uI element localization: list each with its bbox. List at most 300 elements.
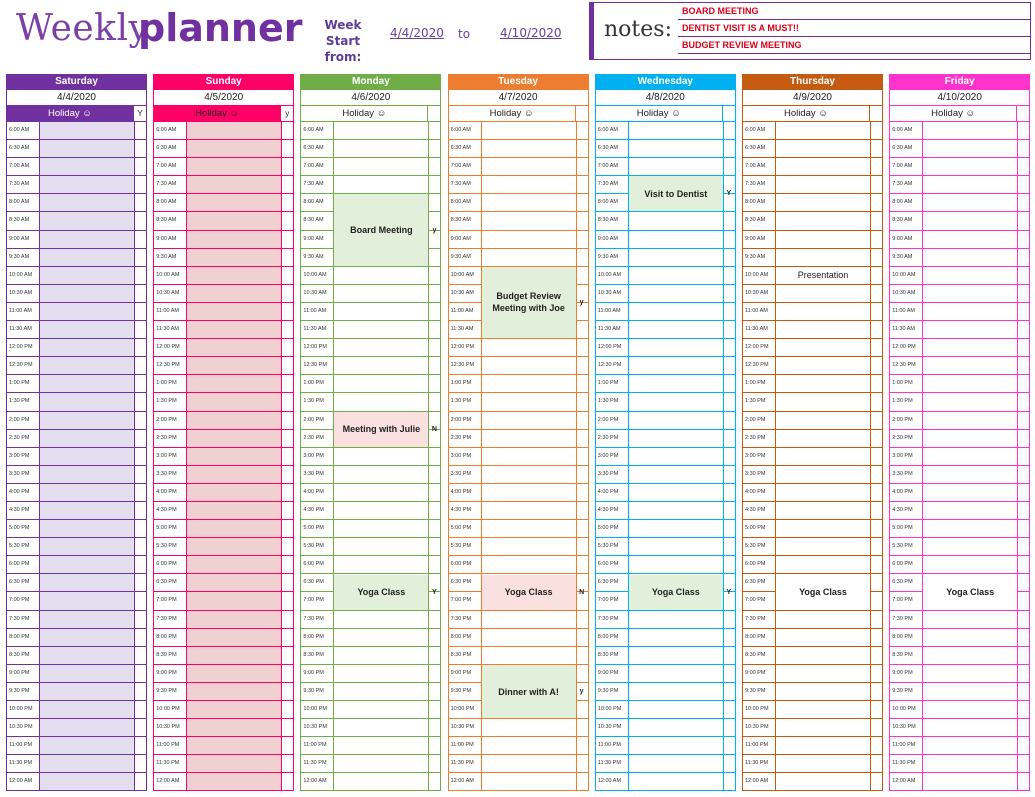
slot-entry[interactable] bbox=[776, 430, 870, 447]
slot-entry[interactable] bbox=[334, 556, 428, 573]
slot-flag[interactable] bbox=[870, 647, 882, 664]
slot-flag[interactable] bbox=[281, 357, 293, 374]
slot-entry[interactable] bbox=[776, 194, 870, 211]
slot-flag[interactable] bbox=[1017, 412, 1029, 429]
slot-entry[interactable] bbox=[629, 393, 723, 410]
time-slot[interactable] bbox=[154, 357, 293, 375]
slot-flag[interactable] bbox=[134, 611, 146, 628]
slot-entry[interactable] bbox=[40, 683, 134, 700]
time-slot[interactable] bbox=[743, 194, 882, 212]
time-slot[interactable] bbox=[890, 773, 1029, 791]
slot-flag[interactable] bbox=[870, 267, 882, 284]
slot-entry[interactable] bbox=[776, 701, 870, 718]
slot-entry[interactable] bbox=[776, 755, 870, 772]
time-slot[interactable] bbox=[890, 538, 1029, 556]
time-slot[interactable] bbox=[449, 412, 588, 430]
holiday-flag[interactable]: Y bbox=[133, 106, 146, 121]
slot-flag[interactable] bbox=[1017, 448, 1029, 465]
time-slot[interactable] bbox=[154, 249, 293, 267]
time-slot[interactable] bbox=[890, 285, 1029, 303]
slot-entry[interactable] bbox=[923, 755, 1017, 772]
time-slot[interactable] bbox=[301, 393, 440, 411]
slot-entry[interactable] bbox=[334, 611, 428, 628]
time-slot[interactable] bbox=[154, 502, 293, 520]
slot-entry[interactable] bbox=[187, 611, 281, 628]
time-slot[interactable] bbox=[743, 719, 882, 737]
slot-entry[interactable] bbox=[629, 773, 723, 790]
slot-flag[interactable] bbox=[1017, 773, 1029, 790]
slot-entry[interactable] bbox=[776, 393, 870, 410]
time-slot[interactable] bbox=[154, 231, 293, 249]
event-block[interactable]: Yoga Class bbox=[334, 575, 428, 610]
slot-entry[interactable] bbox=[40, 484, 134, 501]
time-slot[interactable] bbox=[449, 520, 588, 538]
slot-entry[interactable] bbox=[334, 484, 428, 501]
slot-entry[interactable] bbox=[187, 647, 281, 664]
slot-entry[interactable] bbox=[629, 448, 723, 465]
start-date-field[interactable]: 4/4/2020 bbox=[390, 26, 444, 40]
time-slot[interactable] bbox=[596, 629, 735, 647]
time-slot[interactable] bbox=[7, 430, 146, 448]
slot-entry[interactable] bbox=[187, 267, 281, 284]
slot-entry[interactable] bbox=[923, 303, 1017, 320]
event-flag[interactable]: y bbox=[579, 688, 584, 696]
slot-entry[interactable] bbox=[40, 574, 134, 591]
holiday-row[interactable] bbox=[889, 106, 1030, 122]
event-block[interactable]: Meeting with Julie bbox=[334, 412, 428, 447]
slot-flag[interactable] bbox=[1017, 194, 1029, 211]
time-slot[interactable] bbox=[154, 194, 293, 212]
slot-entry[interactable] bbox=[40, 665, 134, 682]
slot-entry[interactable] bbox=[923, 466, 1017, 483]
time-slot[interactable] bbox=[890, 375, 1029, 393]
event-block[interactable]: Yoga Class bbox=[776, 575, 870, 610]
slot-flag[interactable] bbox=[428, 755, 440, 772]
time-slot[interactable] bbox=[7, 611, 146, 629]
slot-flag[interactable] bbox=[1017, 339, 1029, 356]
slot-entry[interactable] bbox=[334, 267, 428, 284]
slot-flag[interactable] bbox=[870, 773, 882, 790]
time-slot[interactable] bbox=[301, 375, 440, 393]
time-slot[interactable] bbox=[154, 285, 293, 303]
slot-entry[interactable] bbox=[923, 556, 1017, 573]
slot-entry[interactable] bbox=[776, 611, 870, 628]
time-slot[interactable] bbox=[890, 249, 1029, 267]
slot-flag[interactable] bbox=[1017, 122, 1029, 139]
slot-entry[interactable] bbox=[629, 321, 723, 338]
slot-flag[interactable] bbox=[281, 339, 293, 356]
slot-entry[interactable] bbox=[40, 375, 134, 392]
slot-flag[interactable] bbox=[281, 701, 293, 718]
time-slot[interactable] bbox=[7, 556, 146, 574]
time-slot[interactable] bbox=[154, 430, 293, 448]
time-slot[interactable] bbox=[154, 629, 293, 647]
slot-flag[interactable] bbox=[134, 665, 146, 682]
slot-entry[interactable] bbox=[776, 538, 870, 555]
slot-flag[interactable] bbox=[576, 122, 588, 139]
time-slot[interactable] bbox=[596, 520, 735, 538]
slot-flag[interactable] bbox=[428, 556, 440, 573]
slot-flag[interactable] bbox=[428, 393, 440, 410]
time-slot[interactable] bbox=[743, 412, 882, 430]
slot-entry[interactable] bbox=[776, 249, 870, 266]
slot-flag[interactable] bbox=[134, 520, 146, 537]
slot-flag[interactable] bbox=[723, 430, 735, 447]
slot-flag[interactable] bbox=[723, 339, 735, 356]
slot-entry[interactable] bbox=[776, 520, 870, 537]
slot-flag[interactable] bbox=[576, 158, 588, 175]
time-slot[interactable] bbox=[596, 502, 735, 520]
time-slot[interactable] bbox=[449, 249, 588, 267]
slot-flag[interactable] bbox=[576, 466, 588, 483]
event-flag[interactable]: y bbox=[432, 226, 437, 234]
time-slot[interactable] bbox=[890, 701, 1029, 719]
slot-entry[interactable] bbox=[482, 647, 576, 664]
slot-flag[interactable] bbox=[1017, 212, 1029, 229]
time-slot[interactable] bbox=[743, 520, 882, 538]
slot-flag[interactable] bbox=[1017, 267, 1029, 284]
day-date[interactable]: 4/9/2020 bbox=[742, 90, 883, 106]
slot-flag[interactable] bbox=[723, 538, 735, 555]
slot-entry[interactable] bbox=[40, 357, 134, 374]
time-slot[interactable] bbox=[7, 122, 146, 140]
slot-entry[interactable] bbox=[776, 647, 870, 664]
slot-entry[interactable] bbox=[923, 122, 1017, 139]
slot-flag[interactable] bbox=[1017, 502, 1029, 519]
slot-flag[interactable] bbox=[281, 719, 293, 736]
time-slot[interactable] bbox=[7, 737, 146, 755]
slot-flag[interactable] bbox=[723, 502, 735, 519]
time-slot[interactable] bbox=[301, 303, 440, 321]
time-slot[interactable] bbox=[596, 466, 735, 484]
time-slot[interactable] bbox=[301, 719, 440, 737]
time-slot[interactable] bbox=[890, 158, 1029, 176]
time-slot[interactable] bbox=[596, 122, 735, 140]
slot-entry[interactable] bbox=[482, 466, 576, 483]
time-slot[interactable] bbox=[301, 158, 440, 176]
time-slot[interactable] bbox=[596, 212, 735, 230]
slot-entry[interactable] bbox=[40, 321, 134, 338]
slot-flag[interactable] bbox=[576, 140, 588, 157]
slot-entry[interactable] bbox=[187, 719, 281, 736]
time-slot[interactable] bbox=[449, 773, 588, 791]
slot-entry[interactable] bbox=[334, 176, 428, 193]
slot-flag[interactable] bbox=[1017, 701, 1029, 718]
time-slot[interactable] bbox=[7, 719, 146, 737]
slot-entry[interactable] bbox=[776, 556, 870, 573]
slot-flag[interactable] bbox=[870, 375, 882, 392]
time-slot[interactable] bbox=[449, 339, 588, 357]
event-block[interactable]: Yoga Class bbox=[629, 575, 723, 610]
slot-entry[interactable] bbox=[923, 158, 1017, 175]
time-slot[interactable] bbox=[596, 393, 735, 411]
time-slot[interactable] bbox=[301, 611, 440, 629]
slot-entry[interactable] bbox=[629, 484, 723, 501]
slot-entry[interactable] bbox=[334, 683, 428, 700]
slot-entry[interactable] bbox=[187, 231, 281, 248]
slot-flag[interactable] bbox=[723, 556, 735, 573]
slot-flag[interactable] bbox=[723, 466, 735, 483]
slot-flag[interactable] bbox=[723, 285, 735, 302]
slot-flag[interactable] bbox=[281, 629, 293, 646]
time-slot[interactable] bbox=[301, 321, 440, 339]
time-slot[interactable] bbox=[7, 231, 146, 249]
slot-entry[interactable] bbox=[334, 285, 428, 302]
slot-flag[interactable] bbox=[134, 122, 146, 139]
slot-entry[interactable] bbox=[629, 140, 723, 157]
slot-flag[interactable] bbox=[723, 140, 735, 157]
slot-flag[interactable] bbox=[1017, 357, 1029, 374]
slot-flag[interactable] bbox=[870, 158, 882, 175]
slot-flag[interactable] bbox=[134, 574, 146, 591]
time-slot[interactable] bbox=[743, 683, 882, 701]
slot-flag[interactable] bbox=[870, 629, 882, 646]
time-slot[interactable] bbox=[596, 484, 735, 502]
event-flag[interactable]: N bbox=[431, 425, 437, 433]
slot-entry[interactable] bbox=[40, 629, 134, 646]
slot-entry[interactable] bbox=[776, 122, 870, 139]
slot-flag[interactable] bbox=[1017, 484, 1029, 501]
slot-flag[interactable] bbox=[134, 158, 146, 175]
slot-flag[interactable] bbox=[281, 665, 293, 682]
slot-flag[interactable] bbox=[134, 249, 146, 266]
time-slot[interactable] bbox=[743, 158, 882, 176]
slot-flag[interactable] bbox=[723, 683, 735, 700]
slot-flag[interactable] bbox=[870, 466, 882, 483]
slot-flag[interactable] bbox=[723, 755, 735, 772]
time-slot[interactable] bbox=[7, 375, 146, 393]
time-slot[interactable] bbox=[449, 737, 588, 755]
time-slot[interactable] bbox=[743, 502, 882, 520]
event-flag[interactable]: Y bbox=[726, 190, 732, 198]
slot-flag[interactable] bbox=[723, 321, 735, 338]
time-slot[interactable] bbox=[449, 430, 588, 448]
slot-entry[interactable] bbox=[923, 140, 1017, 157]
slot-entry[interactable] bbox=[776, 683, 870, 700]
slot-flag[interactable] bbox=[428, 140, 440, 157]
slot-flag[interactable] bbox=[428, 611, 440, 628]
slot-entry[interactable] bbox=[482, 719, 576, 736]
slot-entry[interactable] bbox=[923, 520, 1017, 537]
slot-flag[interactable] bbox=[428, 321, 440, 338]
slot-flag[interactable] bbox=[1017, 629, 1029, 646]
slot-flag[interactable] bbox=[281, 538, 293, 555]
slot-entry[interactable] bbox=[776, 375, 870, 392]
time-slot[interactable] bbox=[7, 158, 146, 176]
slot-flag[interactable] bbox=[723, 158, 735, 175]
time-slot[interactable] bbox=[154, 647, 293, 665]
slot-flag[interactable] bbox=[870, 574, 882, 591]
time-slot[interactable] bbox=[7, 629, 146, 647]
slot-flag[interactable] bbox=[870, 520, 882, 537]
slot-flag[interactable] bbox=[576, 231, 588, 248]
slot-flag[interactable] bbox=[428, 502, 440, 519]
slot-entry[interactable] bbox=[187, 375, 281, 392]
slot-flag[interactable] bbox=[428, 303, 440, 320]
time-slot[interactable] bbox=[890, 194, 1029, 212]
slot-entry[interactable] bbox=[629, 556, 723, 573]
slot-entry[interactable] bbox=[482, 755, 576, 772]
time-slot[interactable] bbox=[890, 683, 1029, 701]
time-slot[interactable] bbox=[449, 719, 588, 737]
event-block[interactable]: Yoga Class bbox=[482, 575, 576, 610]
slot-entry[interactable] bbox=[187, 466, 281, 483]
time-slot[interactable] bbox=[890, 176, 1029, 194]
slot-flag[interactable] bbox=[281, 773, 293, 790]
time-slot[interactable] bbox=[890, 647, 1029, 665]
time-slot[interactable] bbox=[301, 556, 440, 574]
time-slot[interactable] bbox=[743, 430, 882, 448]
slot-flag[interactable] bbox=[428, 176, 440, 193]
time-slot[interactable] bbox=[596, 321, 735, 339]
time-slot[interactable] bbox=[301, 647, 440, 665]
slot-entry[interactable] bbox=[40, 520, 134, 537]
slot-entry[interactable] bbox=[334, 140, 428, 157]
slot-flag[interactable] bbox=[576, 393, 588, 410]
slot-entry[interactable] bbox=[923, 538, 1017, 555]
slot-flag[interactable] bbox=[1017, 231, 1029, 248]
slot-entry[interactable] bbox=[187, 412, 281, 429]
slot-flag[interactable] bbox=[576, 629, 588, 646]
day-date[interactable]: 4/8/2020 bbox=[595, 90, 736, 106]
time-slot[interactable] bbox=[890, 212, 1029, 230]
slot-flag[interactable] bbox=[1017, 647, 1029, 664]
slot-flag[interactable] bbox=[1017, 574, 1029, 591]
slot-entry[interactable] bbox=[187, 212, 281, 229]
slot-entry[interactable] bbox=[923, 375, 1017, 392]
time-slot[interactable] bbox=[596, 773, 735, 791]
time-slot[interactable] bbox=[7, 249, 146, 267]
slot-entry[interactable] bbox=[40, 448, 134, 465]
slot-entry[interactable] bbox=[187, 357, 281, 374]
time-slot[interactable] bbox=[301, 484, 440, 502]
slot-entry[interactable] bbox=[629, 267, 723, 284]
slot-flag[interactable] bbox=[428, 683, 440, 700]
slot-entry[interactable] bbox=[187, 393, 281, 410]
slot-entry[interactable] bbox=[40, 140, 134, 157]
holiday-flag[interactable] bbox=[869, 106, 882, 121]
slot-entry[interactable] bbox=[187, 140, 281, 157]
slot-flag[interactable] bbox=[870, 249, 882, 266]
slot-entry[interactable] bbox=[187, 484, 281, 501]
slot-flag[interactable] bbox=[870, 737, 882, 754]
slot-entry[interactable] bbox=[776, 773, 870, 790]
slot-entry[interactable] bbox=[187, 303, 281, 320]
time-slot[interactable] bbox=[7, 683, 146, 701]
slot-flag[interactable] bbox=[134, 737, 146, 754]
slot-flag[interactable] bbox=[870, 665, 882, 682]
time-slot[interactable] bbox=[449, 466, 588, 484]
slot-entry[interactable] bbox=[923, 285, 1017, 302]
time-slot[interactable] bbox=[7, 701, 146, 719]
slot-entry[interactable] bbox=[629, 375, 723, 392]
slot-flag[interactable] bbox=[281, 484, 293, 501]
time-slot[interactable] bbox=[596, 719, 735, 737]
slot-entry[interactable] bbox=[776, 412, 870, 429]
slot-flag[interactable] bbox=[428, 339, 440, 356]
slot-entry[interactable] bbox=[629, 755, 723, 772]
slot-flag[interactable] bbox=[576, 339, 588, 356]
slot-entry[interactable] bbox=[776, 212, 870, 229]
slot-entry[interactable] bbox=[629, 611, 723, 628]
slot-flag[interactable] bbox=[1017, 393, 1029, 410]
note-line[interactable]: DENTIST VISIT IS A MUST!! bbox=[678, 20, 1030, 37]
slot-flag[interactable] bbox=[576, 448, 588, 465]
slot-flag[interactable] bbox=[870, 303, 882, 320]
slot-flag[interactable] bbox=[576, 375, 588, 392]
slot-entry[interactable] bbox=[923, 484, 1017, 501]
slot-entry[interactable] bbox=[482, 393, 576, 410]
day-date[interactable]: 4/10/2020 bbox=[889, 90, 1030, 106]
time-slot[interactable] bbox=[596, 339, 735, 357]
slot-flag[interactable] bbox=[281, 737, 293, 754]
time-slot[interactable] bbox=[7, 592, 146, 610]
slot-flag[interactable] bbox=[576, 611, 588, 628]
slot-flag[interactable] bbox=[134, 267, 146, 284]
time-slot[interactable] bbox=[154, 212, 293, 230]
slot-entry[interactable] bbox=[629, 665, 723, 682]
event-block[interactable]: Budget Review Meeting with Joe bbox=[482, 267, 576, 338]
slot-flag[interactable] bbox=[870, 683, 882, 700]
slot-entry[interactable] bbox=[187, 665, 281, 682]
time-slot[interactable] bbox=[890, 484, 1029, 502]
slot-flag[interactable] bbox=[723, 629, 735, 646]
slot-flag[interactable] bbox=[134, 285, 146, 302]
slot-entry[interactable] bbox=[334, 303, 428, 320]
slot-entry[interactable] bbox=[187, 339, 281, 356]
slot-entry[interactable] bbox=[776, 158, 870, 175]
slot-entry[interactable] bbox=[923, 357, 1017, 374]
time-slot[interactable] bbox=[743, 556, 882, 574]
time-slot[interactable] bbox=[301, 267, 440, 285]
slot-entry[interactable] bbox=[776, 502, 870, 519]
slot-flag[interactable] bbox=[1017, 719, 1029, 736]
time-slot[interactable] bbox=[449, 375, 588, 393]
time-slot[interactable] bbox=[449, 556, 588, 574]
slot-entry[interactable] bbox=[40, 212, 134, 229]
slot-flag[interactable] bbox=[1017, 611, 1029, 628]
slot-flag[interactable] bbox=[870, 502, 882, 519]
slot-entry[interactable] bbox=[629, 520, 723, 537]
slot-entry[interactable] bbox=[187, 194, 281, 211]
slot-entry[interactable] bbox=[334, 665, 428, 682]
slot-flag[interactable] bbox=[723, 647, 735, 664]
slot-flag[interactable] bbox=[870, 339, 882, 356]
time-slot[interactable] bbox=[743, 629, 882, 647]
slot-flag[interactable] bbox=[1017, 158, 1029, 175]
time-slot[interactable] bbox=[301, 448, 440, 466]
time-slot[interactable] bbox=[743, 393, 882, 411]
slot-flag[interactable] bbox=[134, 321, 146, 338]
slot-flag[interactable] bbox=[428, 665, 440, 682]
slot-entry[interactable] bbox=[776, 285, 870, 302]
time-slot[interactable] bbox=[7, 194, 146, 212]
time-slot[interactable] bbox=[154, 665, 293, 683]
slot-entry[interactable] bbox=[40, 267, 134, 284]
slot-flag[interactable] bbox=[1017, 176, 1029, 193]
slot-flag[interactable] bbox=[1017, 375, 1029, 392]
time-slot[interactable] bbox=[449, 448, 588, 466]
slot-entry[interactable] bbox=[923, 430, 1017, 447]
slot-flag[interactable] bbox=[428, 520, 440, 537]
slot-entry[interactable] bbox=[776, 737, 870, 754]
slot-flag[interactable] bbox=[1017, 538, 1029, 555]
time-slot[interactable] bbox=[890, 448, 1029, 466]
time-slot[interactable] bbox=[890, 719, 1029, 737]
slot-flag[interactable] bbox=[134, 212, 146, 229]
time-slot[interactable] bbox=[743, 665, 882, 683]
slot-entry[interactable] bbox=[40, 773, 134, 790]
